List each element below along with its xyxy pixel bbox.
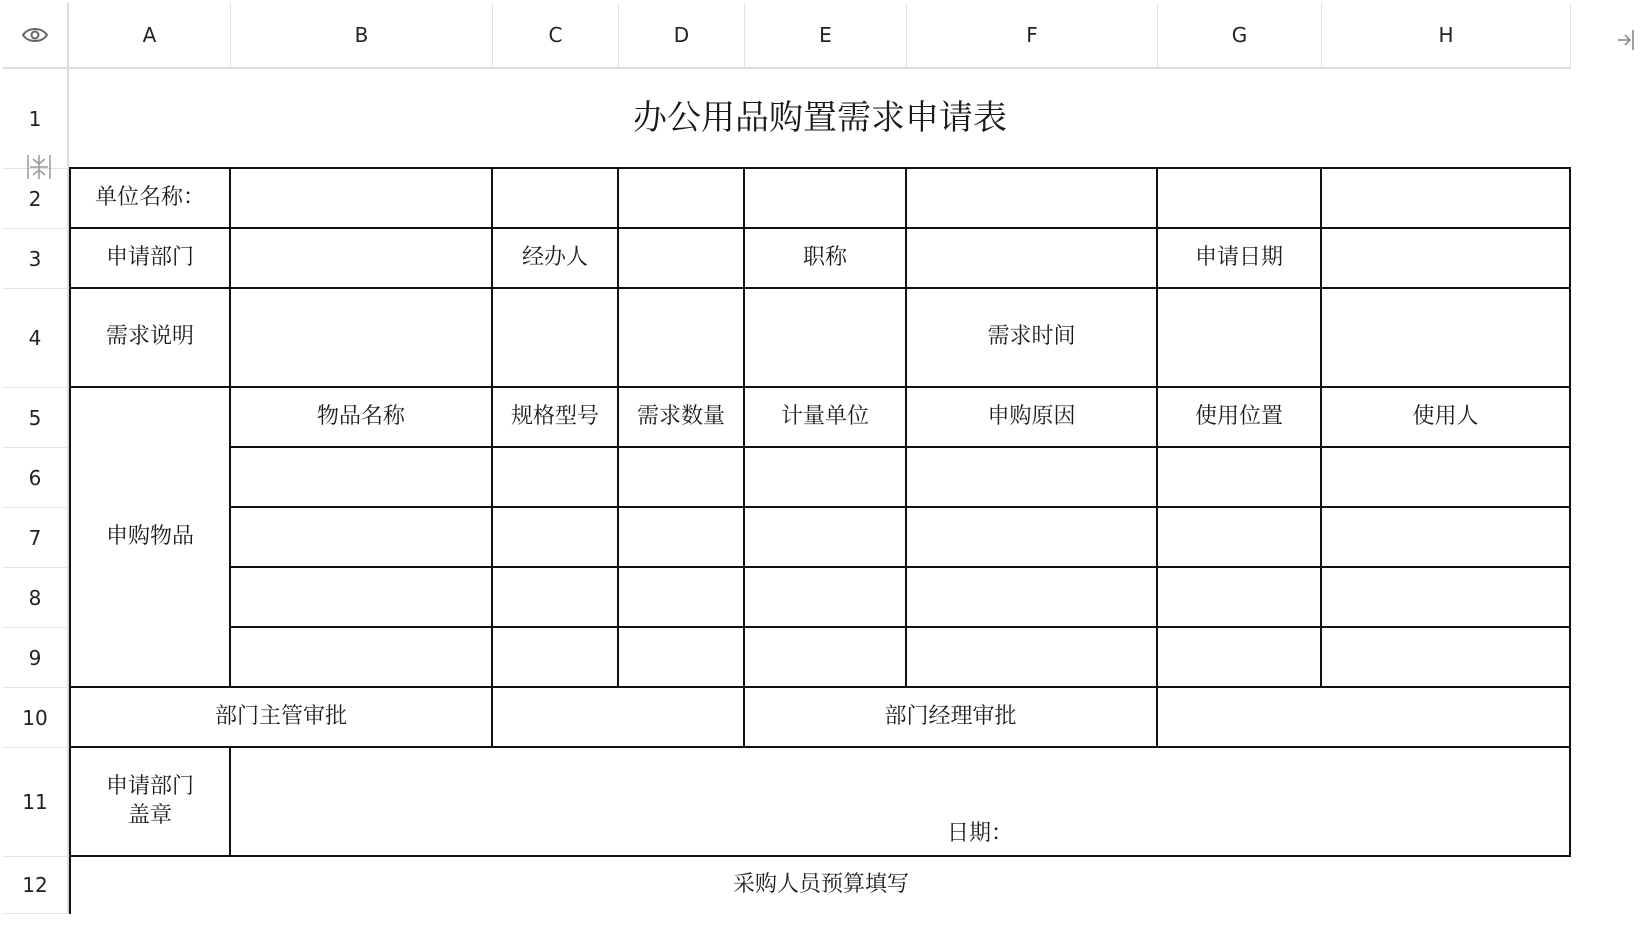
cell-e4[interactable] xyxy=(745,289,907,388)
item-cell[interactable] xyxy=(493,628,619,688)
arrow-right-bar-icon[interactable] xyxy=(1616,26,1636,54)
item-cell[interactable] xyxy=(907,628,1158,688)
item-header-unit[interactable]: 计量单位 xyxy=(745,388,907,448)
row-header-12[interactable]: 12 xyxy=(3,857,69,914)
item-cell[interactable] xyxy=(745,508,907,568)
freeze-rows-icon[interactable] xyxy=(26,153,52,181)
item-cell[interactable] xyxy=(907,508,1158,568)
item-cell[interactable] xyxy=(231,508,493,568)
item-cell[interactable] xyxy=(493,568,619,628)
budget-footer-cell[interactable]: 采购人员预算填写 xyxy=(69,857,1571,914)
department-label-cell[interactable]: 申请部门 xyxy=(69,229,231,289)
apply-date-value-cell[interactable] xyxy=(1322,229,1571,289)
department-value-cell[interactable] xyxy=(231,229,493,289)
row-header-9[interactable]: 9 xyxy=(3,628,69,688)
supervisor-approval-label-cell[interactable]: 部门主管审批 xyxy=(69,688,493,748)
item-header-location[interactable]: 使用位置 xyxy=(1158,388,1322,448)
cell-b2[interactable] xyxy=(231,169,493,229)
item-header-reason[interactable]: 申购原因 xyxy=(907,388,1158,448)
row-header-7[interactable]: 7 xyxy=(3,508,69,568)
row-header-8[interactable]: 8 xyxy=(3,568,69,628)
item-cell[interactable] xyxy=(907,448,1158,508)
eye-icon[interactable] xyxy=(3,3,69,69)
item-header-quantity[interactable]: 需求数量 xyxy=(619,388,745,448)
job-title-label-cell[interactable]: 职称 xyxy=(745,229,907,289)
item-header-spec[interactable]: 规格型号 xyxy=(493,388,619,448)
item-cell[interactable] xyxy=(1158,448,1322,508)
spreadsheet-grid xyxy=(3,3,1571,914)
item-cell[interactable] xyxy=(1322,508,1571,568)
form-title[interactable]: 办公用品购置需求申请表 xyxy=(69,69,1571,169)
item-cell[interactable] xyxy=(493,448,619,508)
cell-d2[interactable] xyxy=(619,169,745,229)
cell-c2[interactable] xyxy=(493,169,619,229)
item-cell[interactable] xyxy=(619,448,745,508)
cell-g4[interactable] xyxy=(1158,289,1322,388)
row-header-10[interactable]: 10 xyxy=(3,688,69,748)
apply-date-label-cell[interactable]: 申请日期 xyxy=(1158,229,1322,289)
column-header-a[interactable]: A xyxy=(69,3,231,69)
item-header-name[interactable]: 物品名称 xyxy=(231,388,493,448)
cell-b4[interactable] xyxy=(231,289,493,388)
item-cell[interactable] xyxy=(619,568,745,628)
item-cell[interactable] xyxy=(1158,568,1322,628)
cell-e2[interactable] xyxy=(745,169,907,229)
column-header-f[interactable]: F xyxy=(907,3,1158,69)
column-header-g[interactable]: G xyxy=(1158,3,1322,69)
item-cell[interactable] xyxy=(231,448,493,508)
item-cell[interactable] xyxy=(1158,508,1322,568)
cell-g2[interactable] xyxy=(1158,169,1322,229)
handler-label-cell[interactable]: 经办人 xyxy=(493,229,619,289)
item-cell[interactable] xyxy=(745,448,907,508)
row-header-4[interactable]: 4 xyxy=(3,289,69,388)
job-title-value-cell[interactable] xyxy=(907,229,1158,289)
column-header-d[interactable]: D xyxy=(619,3,745,69)
item-cell[interactable] xyxy=(1322,568,1571,628)
item-cell[interactable] xyxy=(745,568,907,628)
item-cell[interactable] xyxy=(1158,628,1322,688)
manager-approval-value-cell[interactable] xyxy=(1158,688,1571,748)
item-cell[interactable] xyxy=(619,508,745,568)
cell-h2[interactable] xyxy=(1322,169,1571,229)
item-cell[interactable] xyxy=(907,568,1158,628)
cell-c4[interactable] xyxy=(493,289,619,388)
column-header-b[interactable]: B xyxy=(231,3,493,69)
item-cell[interactable] xyxy=(231,628,493,688)
requirement-label-cell[interactable]: 需求说明 xyxy=(69,289,231,388)
row-header-3[interactable]: 3 xyxy=(3,229,69,289)
item-cell[interactable] xyxy=(745,628,907,688)
column-header-e[interactable]: E xyxy=(745,3,907,69)
item-cell[interactable] xyxy=(1322,448,1571,508)
supervisor-approval-value-cell[interactable] xyxy=(493,688,745,748)
requirement-time-label-cell[interactable]: 需求时间 xyxy=(907,289,1158,388)
cell-f2[interactable] xyxy=(907,169,1158,229)
item-cell[interactable] xyxy=(231,568,493,628)
column-header-c[interactable]: C xyxy=(493,3,619,69)
seal-label-cell[interactable]: 申请部门 盖章 xyxy=(69,748,231,857)
unit-name-label-cell[interactable]: 单位名称： xyxy=(69,169,231,229)
row-header-6[interactable]: 6 xyxy=(3,448,69,508)
item-cell[interactable] xyxy=(619,628,745,688)
item-cell[interactable] xyxy=(1322,628,1571,688)
cell-d4[interactable] xyxy=(619,289,745,388)
cell-h4[interactable] xyxy=(1322,289,1571,388)
seal-value-cell[interactable] xyxy=(231,748,1571,857)
item-header-user[interactable]: 使用人 xyxy=(1322,388,1571,448)
row-header-1[interactable]: 1 xyxy=(3,69,69,169)
row-header-5[interactable]: 5 xyxy=(3,388,69,448)
items-label-cell[interactable]: 申购物品 xyxy=(69,388,231,688)
manager-approval-label-cell[interactable]: 部门经理审批 xyxy=(745,688,1158,748)
handler-value-cell[interactable] xyxy=(619,229,745,289)
date-label: 日期： xyxy=(946,821,1013,847)
row-header-11[interactable]: 11 xyxy=(3,748,69,857)
row-header-2[interactable]: 2 xyxy=(3,169,69,229)
column-header-h[interactable]: H xyxy=(1322,3,1571,69)
item-cell[interactable] xyxy=(493,508,619,568)
